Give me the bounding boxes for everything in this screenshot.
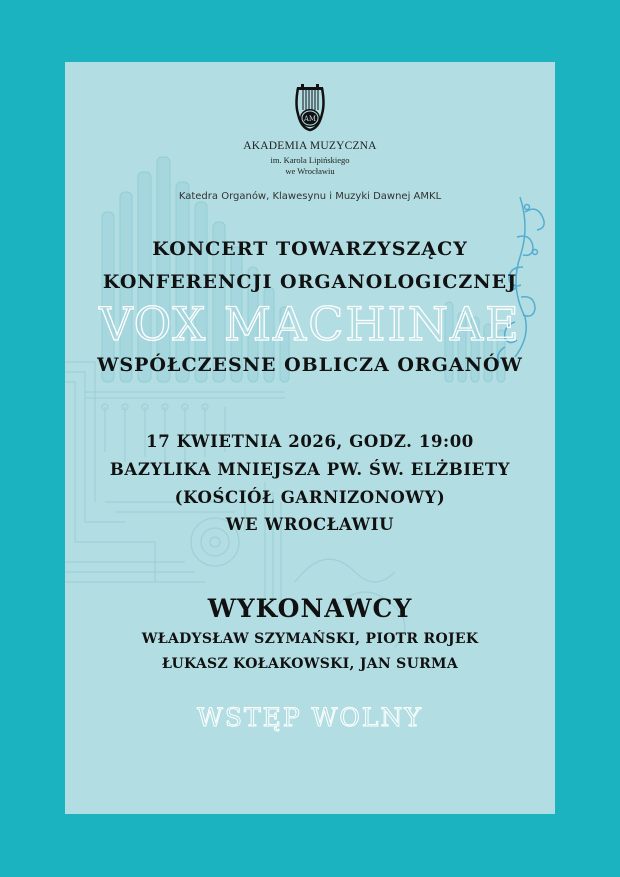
institution-city: we Wrocławiu [285,166,335,176]
event-title: VOX MACHINAE [99,297,521,351]
venue-alt-name: (KOŚCIÓŁ GARNIZONOWY) [174,488,446,507]
headline-line-1: KONCERT TOWARZYSZĄCY [152,238,468,260]
admission-note: WSTĘP WOLNY [197,703,423,732]
performers-line-2: ŁUKASZ KOŁAKOWSKI, JAN SURMA [162,656,458,672]
institution-name: AKADEMIA MUZYCZNA [243,140,377,152]
performers-line-1: WŁADYSŁAW SZYMAŃSKI, PIOTR ROJEK [141,631,479,647]
performers-heading: WYKONAWCY [207,594,413,623]
lyre-icon [293,84,327,134]
event-datetime: 17 KWIETNIA 2026, GODZ. 19:00 [146,432,474,451]
headline-subtitle: WSPÓŁCZESNE OBLICZA ORGANÓW [97,354,523,376]
venue-city: WE WROCŁAWIU [225,515,395,534]
department-name: Katedra Organów, Klawesynu i Muzyki Dawnej AMKL [178,191,442,202]
poster-panel [65,62,555,814]
headline-line-2: KONFERENCJI ORGANOLOGICZNEJ [102,271,518,293]
venue-name: BAZYLIKA MNIEJSZA PW. ŚW. ELŻBIETY [109,460,511,479]
institution-subtitle: im. Karola Lipińskiego [270,155,350,165]
svg-text:AM: AM [303,115,317,123]
